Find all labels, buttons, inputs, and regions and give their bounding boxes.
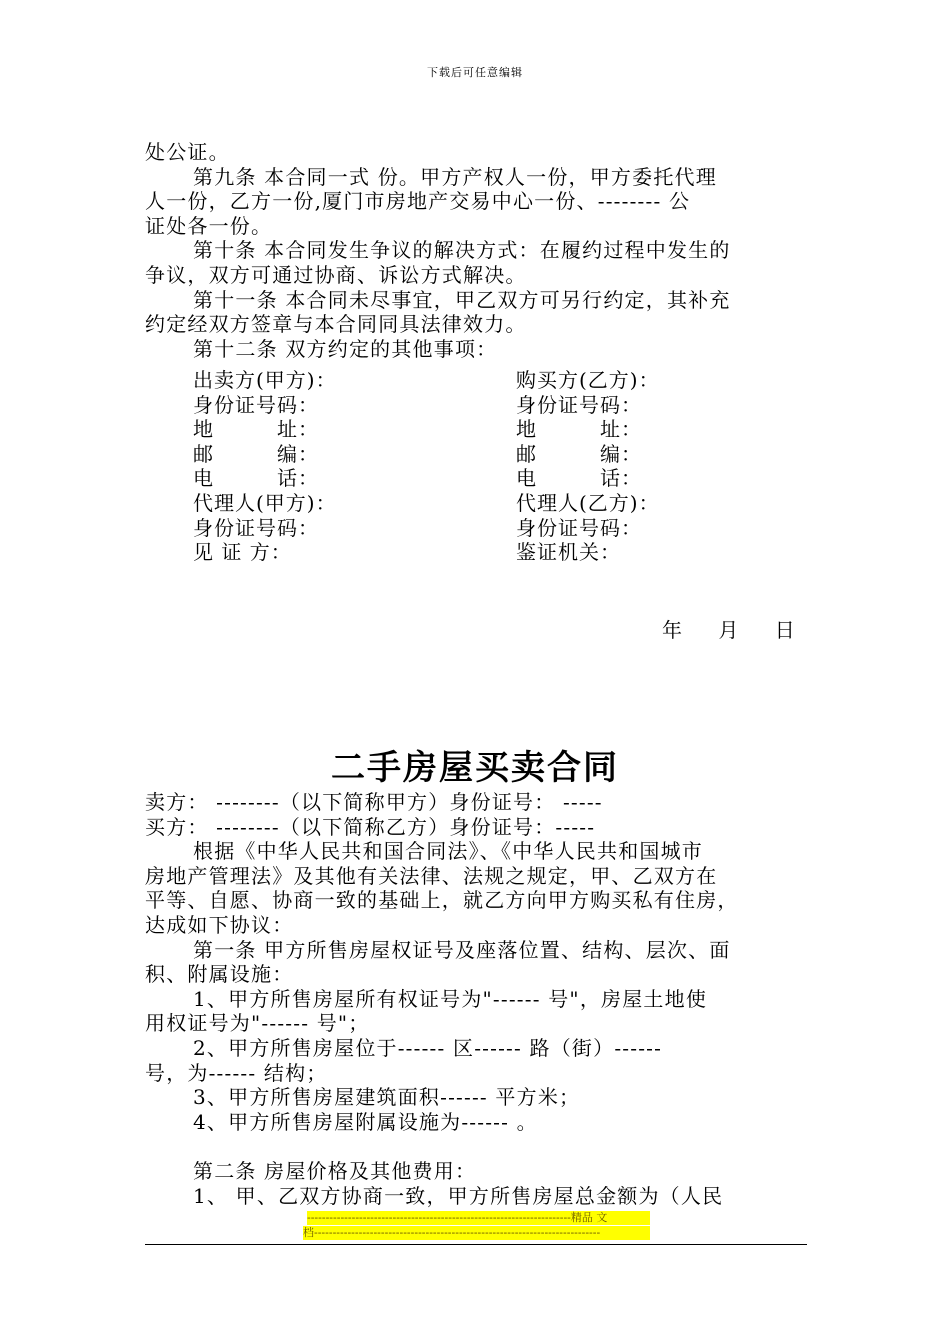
text-line: 号，为------ 结构； xyxy=(145,1060,328,1085)
field-label: 见 证 方： xyxy=(193,540,292,565)
field-label: 邮 编： xyxy=(193,441,319,466)
text-line: 根据《中华人民共和国合同法》、《中华人民共和国城市 xyxy=(193,839,703,864)
date-year: 年 xyxy=(662,618,682,642)
footer-watermark-line1: -----------------------------------------------------------------------精品 文 xyxy=(307,1211,650,1225)
field-label: 身份证号码： xyxy=(193,515,319,540)
text-line: 卖方： --------（以下简称甲方）身份证号： ----- xyxy=(145,790,603,814)
field-label: 身份证号码： xyxy=(516,515,642,540)
field-label: 购买方(乙方)： xyxy=(516,368,660,392)
text-line: 处公证。 xyxy=(145,140,230,164)
text-line: 第九条 本合同一式 份。甲方产权人一份，甲方委托代理 xyxy=(193,164,717,189)
field-label: 地 址： xyxy=(516,417,642,442)
field-label: 鉴证机关： xyxy=(516,540,621,565)
text-line: 积、附属设施： xyxy=(145,962,294,987)
text-line: 2、甲方所售房屋位于------ 区------ 路（街）------ xyxy=(193,1036,663,1060)
text-line: 第十一条 本合同未尽事宜，甲乙双方可另行约定，其补充 xyxy=(193,287,731,312)
field-label: 身份证号码： xyxy=(193,392,319,417)
text-line: 房地产管理法》及其他有关法律、法规之规定，甲、乙双方在 xyxy=(145,863,718,888)
date-month: 月 xyxy=(718,618,739,642)
page-header: 下载后可任意编辑 xyxy=(427,66,523,79)
footer-watermark-line2: 档----------------------------------------------------------------------------- xyxy=(303,1226,650,1240)
contract-title: 二手房屋买卖合同 xyxy=(331,748,619,788)
field-label: 地 址： xyxy=(193,417,319,442)
field-label: 身份证号码： xyxy=(516,392,642,417)
text-line: 人一份，乙方一份,厦门市房地产交易中心一份、-------- 公 xyxy=(145,189,691,214)
text-line: 第一条 甲方所售房屋权证号及座落位置、结构、层次、面 xyxy=(193,937,731,962)
text-line: 达成如下协议： xyxy=(145,913,294,937)
text-line: 1、甲方所售房屋所有权证号为"------ 号"，房屋土地使 xyxy=(193,986,708,1011)
field-label: 邮 编： xyxy=(516,441,642,466)
text-line: 用权证号为"------ 号"； xyxy=(145,1011,370,1036)
text-line: 3、甲方所售房屋建筑面积------ 平方米； xyxy=(193,1085,581,1110)
field-label: 电 话： xyxy=(516,466,642,491)
seller-info-column xyxy=(193,368,337,565)
text-line: 1、 甲、乙双方协商一致，甲方所售房屋总金额为（人民 xyxy=(193,1183,724,1208)
text-line: 第二条 房屋价格及其他费用： xyxy=(193,1159,477,1183)
text-line: 平等、自愿、协商一致的基础上，就乙方向甲方购买私有住房， xyxy=(145,888,739,913)
field-label: 代理人(甲方)： xyxy=(193,490,337,515)
field-label: 电 话： xyxy=(193,466,319,491)
text-line: 4、甲方所售房屋附属设施为------ 。 xyxy=(193,1109,538,1134)
field-label: 出卖方(甲方)： xyxy=(193,368,337,392)
field-label: 代理人(乙方)： xyxy=(516,490,660,515)
text-line: 第十条 本合同发生争议的解决方式：在履约过程中发生的 xyxy=(193,238,731,263)
text-line: 约定经双方签章与本合同同具法律效力。 xyxy=(145,312,527,337)
text-line: 第十二条 双方约定的其他事项： xyxy=(193,336,498,361)
signature-date xyxy=(662,614,825,643)
footer-rule xyxy=(145,1244,807,1245)
text-line: 争议，双方可通过协商、诉讼方式解决。 xyxy=(145,263,527,287)
text-line: 证处各一份。 xyxy=(145,213,273,238)
date-day: 日 xyxy=(774,618,795,642)
text-line: 买方： --------（以下简称乙方）身份证号：----- xyxy=(145,814,596,839)
buyer-info-column xyxy=(516,368,660,565)
